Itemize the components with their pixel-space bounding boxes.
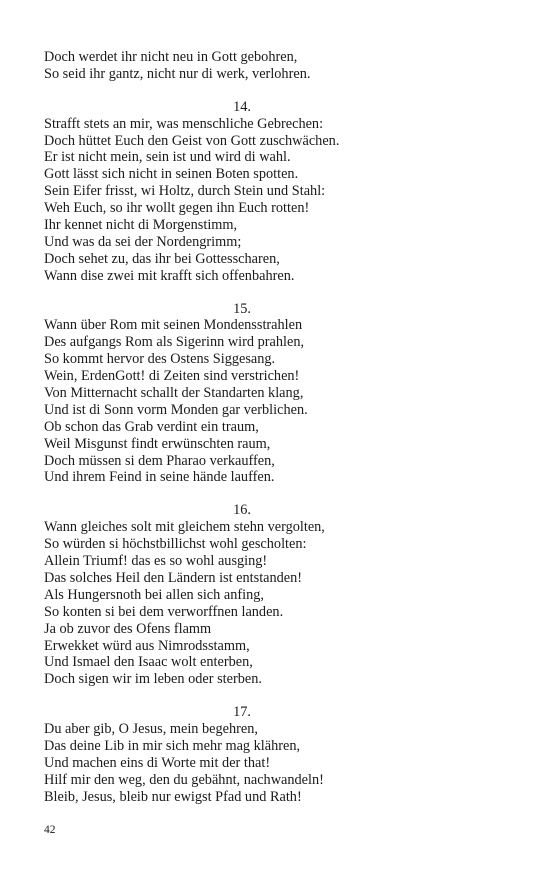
text-line: Wann über Rom mit seinen Mondensstrahlen bbox=[44, 317, 303, 334]
text-line: Wann dise zwei mit krafft sich offenbahren. bbox=[44, 267, 295, 284]
stanza-number: 14. bbox=[233, 98, 251, 115]
text-line: Sein Eifer frisst, wi Holtz, durch Stein und Stahl: bbox=[44, 183, 326, 200]
text-line: Du aber gib, O Jesus, mein begehren, bbox=[44, 721, 258, 738]
text-line: Wein, ErdenGott! di Zeiten sind verstrichen! bbox=[44, 368, 300, 385]
text-line: Und Ismael den Isaac wolt enterben, bbox=[44, 654, 253, 671]
text-line: Und ihrem Feind in seine hände lauffen. bbox=[44, 469, 275, 486]
text-line: Er ist nicht mein, sein ist und wird di wahl. bbox=[44, 149, 291, 166]
stanza-14 bbox=[44, 99, 504, 285]
text-line: Des aufgangs Rom als Sigerinn wird prahlen, bbox=[44, 334, 305, 351]
text-line: Doch hüttet Euch den Geist von Gott zuschwächen. bbox=[44, 132, 340, 149]
stanza-number: 15. bbox=[233, 300, 251, 317]
stanza-number: 17. bbox=[233, 704, 251, 721]
text-line: Ja ob zuvor des Ofens flamm bbox=[44, 620, 212, 637]
page-number: 42 bbox=[44, 824, 56, 836]
text-line: Weil Misgunst findt erwünschten raum, bbox=[44, 435, 271, 452]
text-line: Und was da sei der Nordengrimm; bbox=[44, 233, 242, 250]
text-line: So konten si bei dem verworffnen landen. bbox=[44, 603, 284, 620]
stanza-15 bbox=[44, 301, 504, 487]
stanza-16 bbox=[44, 502, 504, 688]
text-line: So seid ihr gantz, nicht nur di werk, verlohren. bbox=[44, 65, 311, 82]
stanza-number: 16. bbox=[233, 502, 251, 519]
text-line: Strafft stets an mir, was menschliche Gebrechen: bbox=[44, 115, 324, 132]
text-line: Wann gleiches solt mit gleichem stehn vergolten, bbox=[44, 519, 325, 536]
text-line: Das deine Lib in mir sich mehr mag klähren, bbox=[44, 737, 301, 754]
text-line: Hilf mir den weg, den du gebähnt, nachwandeln! bbox=[44, 771, 324, 788]
text-line: Von Mitternacht schallt der Standarten klang, bbox=[44, 385, 304, 402]
page-text bbox=[44, 49, 504, 806]
text-line: Erwekket würd aus Nimrodsstamm, bbox=[44, 637, 250, 654]
text-line: Ihr kennet nicht di Morgenstimm, bbox=[44, 217, 238, 234]
text-line: Doch werdet ihr nicht neu in Gott gebohren, bbox=[44, 49, 298, 65]
text-line: Ob schon das Grab verdint ein traum, bbox=[44, 418, 259, 435]
text-line: Gott lässt sich nicht in seinen Boten spotten. bbox=[44, 166, 299, 183]
text-line: Doch sigen wir im leben oder sterben. bbox=[44, 671, 262, 688]
text-line: Allein Triumf! das es so wohl ausging! bbox=[44, 553, 268, 570]
text-line: Doch müssen si dem Pharao verkauffen, bbox=[44, 452, 275, 469]
text-line: So würden si höchstbillichst wohl gescholten: bbox=[44, 536, 307, 553]
opening-lines bbox=[44, 49, 504, 83]
text-line: Bleib, Jesus, bleib nur ewigst Pfad und Rath! bbox=[44, 788, 302, 805]
text-line: Als Hungersnoth bei allen sich anfing, bbox=[44, 586, 264, 603]
text-line: Doch sehet zu, das ihr bei Gottesscharen, bbox=[44, 250, 280, 267]
text-line: Das solches Heil den Ländern ist entstanden! bbox=[44, 569, 303, 586]
text-line: Und machen eins di Worte mit der that! bbox=[44, 754, 271, 771]
text-line: Weh Euch, so ihr wollt gegen ihn Euch rotten! bbox=[44, 200, 310, 217]
text-line: Und ist di Sonn vorm Monden gar verblichen. bbox=[44, 401, 308, 418]
stanza-17 bbox=[44, 704, 504, 805]
text-line: So kommt hervor des Ostens Siggesang. bbox=[44, 351, 276, 368]
